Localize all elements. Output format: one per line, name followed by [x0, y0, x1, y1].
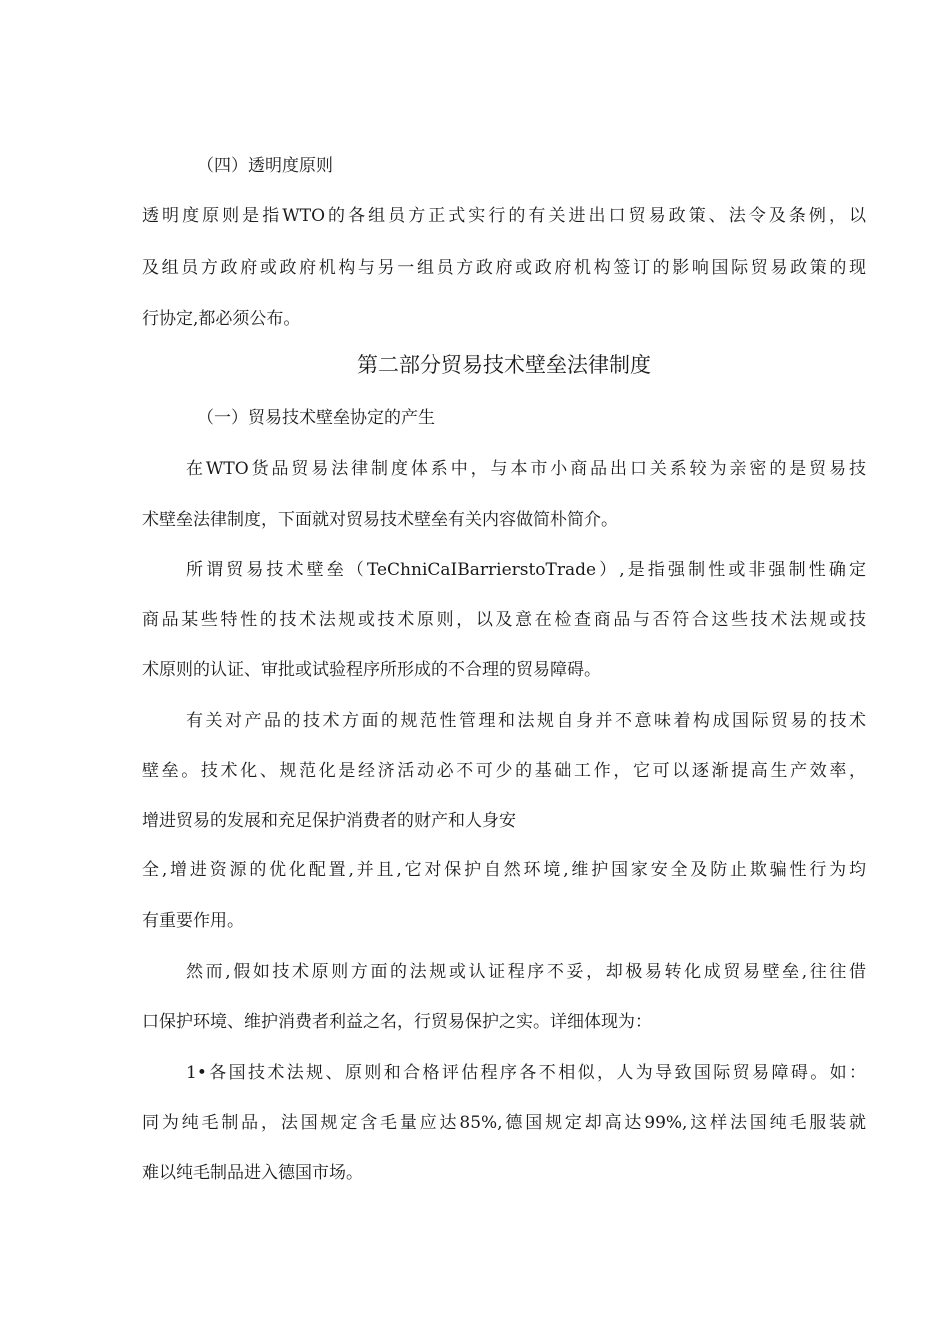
paragraph-line: 增进贸易的发展和充足保护消费者的财产和人身安	[142, 811, 516, 831]
paragraph-line: 全,增进资源的优化配置,并且,它对保护自然环境,维护国家安全及防止欺骗性行为均	[142, 860, 866, 880]
paragraph-line: 壁垒。技术化、规范化是经济活动必不可少的基础工作，它可以逐渐提高生产效率，	[142, 761, 866, 781]
paragraph-line: 行协定,都必须公布。	[142, 309, 301, 329]
paragraph-line: 然而,假如技术原则方面的法规或认证程序不妥，却极易转化成贸易壁垒,往往借	[186, 962, 866, 982]
section-heading-transparency: （四）透明度原则	[197, 156, 333, 176]
list-item-line: 同为纯毛制品，法国规定含毛量应达85%,德国规定却高达99%,这样法国纯毛服装就	[142, 1113, 866, 1133]
list-item-line: 1•各国技术法规、原则和合格评估程序各不相似，人为导致国际贸易障碍。如：	[186, 1063, 866, 1083]
section-heading-tbt-origin: （一）贸易技术壁垒协定的产生	[197, 408, 435, 428]
paragraph-line: 口保护环境、维护消费者利益之名，行贸易保护之实。详细体现为：	[142, 1012, 652, 1032]
paragraph-line: 术原则的认证、审批或试验程序所形成的不合理的贸易障碍。	[142, 660, 601, 680]
paragraph-line: 在WTO货品贸易法律制度体系中，与本市小商品出口关系较为亲密的是贸易技	[186, 459, 866, 479]
part-title: 第二部分贸易技术壁垒法律制度	[357, 353, 651, 377]
paragraph-line: 透明度原则是指WTO的各组员方正式实行的有关进出口贸易政策、法令及条例，以	[142, 206, 866, 226]
list-item-line: 难以纯毛制品进入德国市场。	[142, 1163, 363, 1183]
paragraph-line: 及组员方政府或政府机构与另一组员方政府或政府机构签订的影响国际贸易政策的现	[142, 258, 866, 278]
paragraph-line: 所谓贸易技术壁垒（TeChniCaIBarrierstoTrade）,是指强制性或非强制性确定	[186, 560, 866, 580]
paragraph-line: 有关对产品的技术方面的规范性管理和法规自身并不意味着构成国际贸易的技术	[186, 711, 866, 731]
paragraph-line: 有重要作用。	[142, 911, 244, 931]
paragraph-line: 术壁垒法律制度，下面就对贸易技术壁垒有关内容做简朴简介。	[142, 510, 618, 530]
paragraph-line: 商品某些特性的技术法规或技术原则，以及意在检查商品与否符合这些技术法规或技	[142, 610, 866, 630]
